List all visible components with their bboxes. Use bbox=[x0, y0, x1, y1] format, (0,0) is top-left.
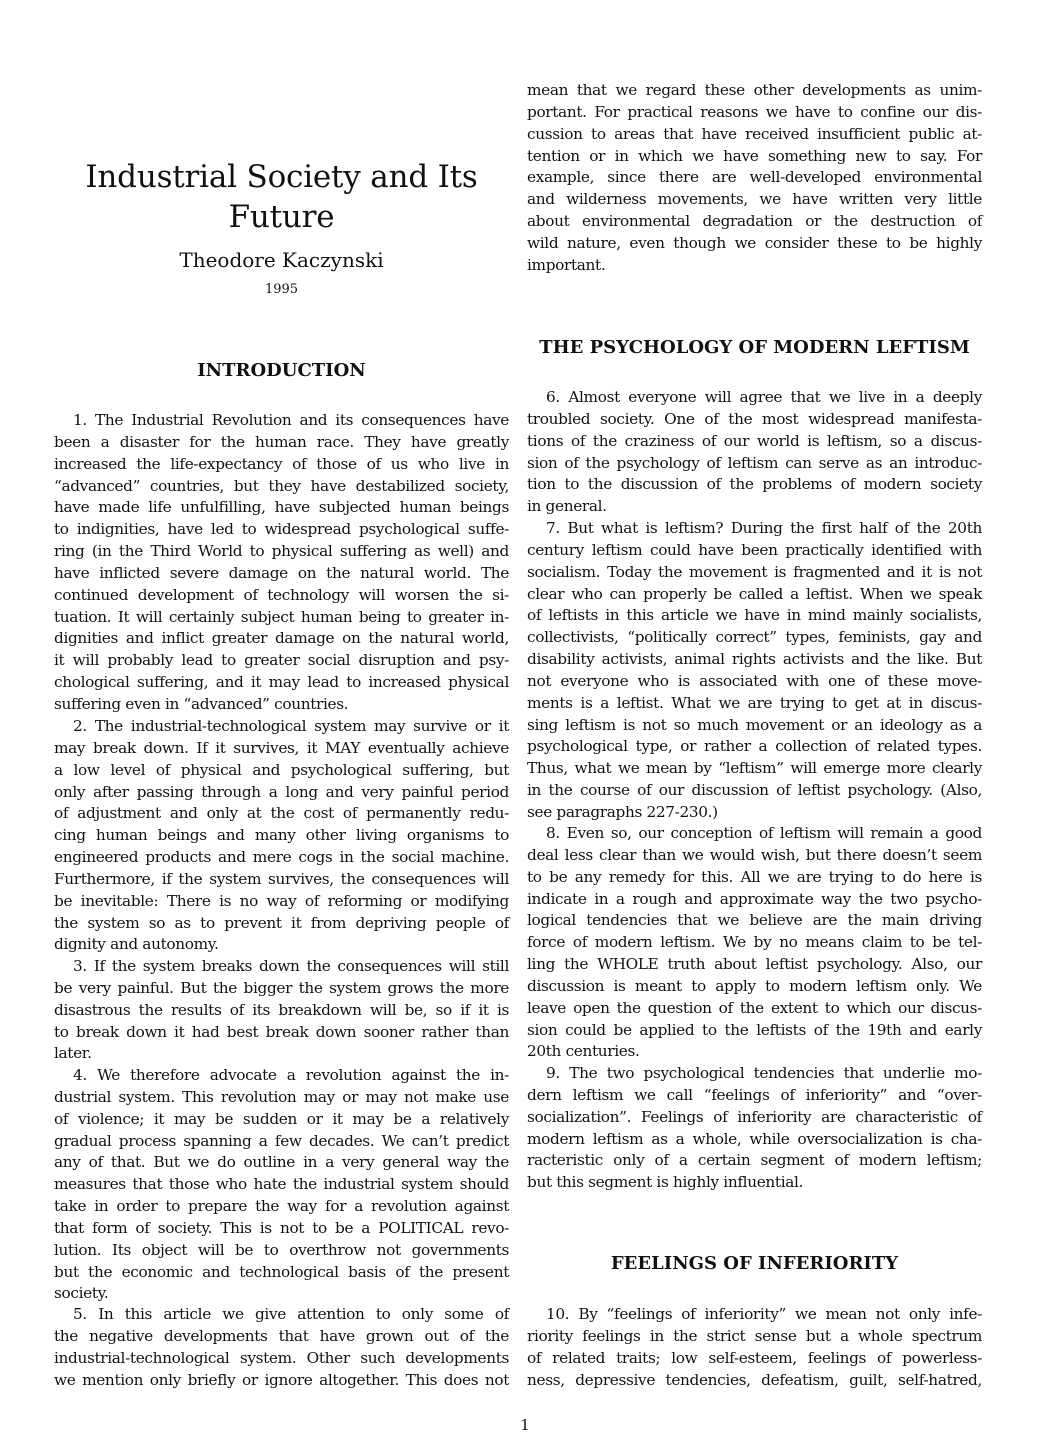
text-line: 8. Even so, our conception of leftism will remain a good bbox=[546, 824, 982, 842]
text-line: to be any remedy for this. All we are trying to do here is bbox=[527, 867, 982, 886]
text-line: tion to the discussion of the problems of modern society bbox=[527, 475, 982, 494]
paragraph-10 bbox=[527, 1304, 982, 1391]
paragraph-9 bbox=[527, 1063, 982, 1194]
paragraph-1 bbox=[54, 410, 509, 716]
text-line: tuation. It will certainly subject human being to greater in- bbox=[54, 607, 509, 626]
text-line: logical tendencies that we believe are the main driving bbox=[527, 911, 982, 930]
text-line: 7. But what is leftism? During the first half of the 20th bbox=[546, 519, 982, 537]
text-line: socialization”. Feelings of inferiority are characteristic of bbox=[527, 1107, 982, 1126]
paragraph-5-part-2 bbox=[527, 80, 982, 277]
text-line: psychological type, or rather a collection of related types. bbox=[527, 737, 982, 756]
text-line: cussion to areas that have received insufficient public at- bbox=[527, 124, 982, 143]
text-line: Furthermore, if the system survives, the consequences will bbox=[54, 869, 509, 888]
text-line: modern leftism as a whole, while oversocialization is cha- bbox=[527, 1129, 982, 1148]
text-line: society. bbox=[54, 1284, 109, 1303]
text-line: gradual process spanning a few decades. We can’t predict bbox=[54, 1131, 509, 1150]
text-line: of related traits; low self-esteem, feelings of powerless- bbox=[527, 1348, 982, 1367]
text-line: “advanced” countries, but they have destabilized society, bbox=[54, 476, 509, 495]
text-line: to break down it had best break down sooner rather than bbox=[54, 1022, 509, 1041]
text-line: continued development of technology will worsen the si- bbox=[54, 585, 509, 604]
text-line: 6. Almost everyone will agree that we live in a deeply bbox=[546, 388, 982, 406]
text-line: take in order to prepare the way for a revolution against bbox=[54, 1197, 509, 1216]
text-line: discussion is meant to apply to modern leftism only. We bbox=[527, 976, 982, 995]
page-number: 1 bbox=[520, 1416, 530, 1434]
text-line: disability activists, animal rights activists and the like. But bbox=[527, 650, 982, 669]
text-line: important. bbox=[527, 255, 606, 274]
paragraph-3 bbox=[54, 956, 509, 1065]
text-line: of leftists in this article we have in mind mainly socialists, bbox=[527, 606, 982, 625]
text-line: deal less clear than we would wish, but there doesn’t seem bbox=[527, 845, 982, 864]
title-block bbox=[54, 157, 509, 299]
text-line: ring (in the Third World to physical suffering as well) and bbox=[54, 542, 509, 561]
text-line: leave open the question of the extent to which our discus- bbox=[527, 998, 982, 1017]
text-line: be very painful. But the bigger the system grows the more bbox=[54, 978, 509, 997]
text-line: collectivists, “politically correct” types, feminists, gay and bbox=[527, 628, 982, 647]
text-line: sion could be applied to the leftists of the 19th and early bbox=[527, 1020, 982, 1039]
text-line: been a disaster for the human race. They have greatly bbox=[54, 432, 509, 451]
text-line: troubled society. One of the most widespread manifesta- bbox=[527, 409, 982, 428]
text-line: socialism. Today the movement is fragmented and it is not bbox=[527, 562, 982, 581]
text-line: 3. If the system breaks down the consequences will still bbox=[73, 957, 509, 975]
text-line: increased the life-expectancy of those of us who live in bbox=[54, 454, 509, 473]
text-line: sing leftism is not so much movement or an ideology as a bbox=[527, 715, 982, 734]
text-line: dignities and inflict greater damage on the natural world, bbox=[54, 629, 509, 648]
text-line: be inevitable: There is no way of reforming or modifying bbox=[54, 891, 509, 910]
text-line: a low level of physical and psychological suffering, but bbox=[54, 760, 509, 779]
text-line: any of that. But we do outline in a very general way the bbox=[54, 1153, 509, 1172]
text-line: see paragraphs 227-230.) bbox=[527, 802, 718, 821]
paragraph-6 bbox=[527, 387, 982, 518]
text-line: we mention only briefly or ignore altogether. This does not bbox=[54, 1370, 509, 1389]
text-line: chological suffering, and it may lead to increased physical bbox=[54, 673, 509, 692]
text-line: and wilderness movements, we have written very little bbox=[527, 190, 982, 209]
text-line: wild nature, even though we consider these to be highly bbox=[527, 233, 982, 252]
text-line: measures that those who hate the industrial system should bbox=[54, 1175, 509, 1194]
text-line: riority feelings in the strict sense but a whole spectrum bbox=[527, 1326, 982, 1345]
text-line: dignity and autonomy. bbox=[54, 935, 219, 954]
text-line: lution. Its object will be to overthrow not governments bbox=[54, 1240, 509, 1259]
text-line: may break down. If it survives, it MAY eventually achieve bbox=[54, 738, 509, 757]
text-line: only after passing through a long and very painful period bbox=[54, 782, 509, 801]
text-line: not everyone who is associated with one of these move- bbox=[527, 671, 982, 690]
paragraph-4 bbox=[54, 1065, 509, 1305]
text-line: 20th centuries. bbox=[527, 1042, 640, 1061]
text-line: but the economic and technological basis of the present bbox=[54, 1262, 509, 1281]
text-line: century leftism could have been practically identified with bbox=[527, 540, 982, 559]
section-heading-psychology-of-modern-leftism: THE PSYCHOLOGY OF MODERN LEFTISM bbox=[539, 337, 970, 358]
text-line: to indignities, have led to widespread psychological suffe- bbox=[54, 520, 509, 539]
text-line: 2. The industrial-technological system may survive or it bbox=[73, 717, 509, 735]
text-line: tention or in which we have something new to say. For bbox=[527, 146, 982, 165]
text-line: the negative developments that have grown out of the bbox=[54, 1326, 509, 1345]
text-line: mean that we regard these other developments as unim- bbox=[527, 81, 982, 99]
text-line: sion of the psychology of leftism can serve as an introduc- bbox=[527, 453, 982, 472]
text-line: example, since there are well-developed environmental bbox=[527, 168, 982, 187]
paragraph-8 bbox=[527, 823, 982, 1063]
text-line: the system so as to prevent it from depriving people of bbox=[54, 913, 509, 932]
text-line: 4. We therefore advocate a revolution against the in- bbox=[73, 1066, 509, 1084]
text-line: industrial-technological system. Other such developments bbox=[54, 1348, 509, 1367]
document-author: Theodore Kaczynski bbox=[179, 248, 384, 272]
text-line: Thus, what we mean by “leftism” will emerge more clearly bbox=[527, 759, 982, 778]
text-line: have made life unfulfilling, have subjected human beings bbox=[54, 498, 509, 517]
text-line: disastrous the results of its breakdown will be, so if it is bbox=[54, 1000, 509, 1019]
text-line: ling the WHOLE truth about leftist psychology. Also, our bbox=[527, 955, 982, 974]
paragraph-7 bbox=[527, 518, 982, 824]
text-line: portant. For practical reasons we have to confine our dis- bbox=[527, 102, 982, 121]
text-line: racteristic only of a certain segment of modern leftism; bbox=[527, 1151, 982, 1170]
text-line: about environmental degradation or the destruction of bbox=[527, 212, 982, 231]
paragraph-2 bbox=[54, 716, 509, 956]
text-line: of violence; it may be sudden or it may be a relatively bbox=[54, 1109, 509, 1128]
text-line: in the course of our discussion of leftist psychology. (Also, bbox=[527, 781, 982, 800]
section-heading-introduction: INTRODUCTION bbox=[197, 360, 366, 381]
text-line: ness, depressive tendencies, defeatism, guilt, self-hatred, bbox=[527, 1370, 982, 1389]
text-line: 5. In this article we give attention to only some of bbox=[73, 1305, 509, 1323]
text-line: of adjustment and only at the cost of permanently redu- bbox=[54, 804, 509, 823]
text-line: indicate in a rough and approximate way the two psycho- bbox=[527, 889, 982, 908]
text-line: suffering even in “advanced” countries. bbox=[54, 694, 349, 713]
text-line: dustrial system. This revolution may or may not make use bbox=[54, 1087, 509, 1106]
text-line: in general. bbox=[527, 497, 607, 516]
text-line: it will probably lead to greater social disruption and psy- bbox=[54, 651, 509, 670]
text-line: engineered products and mere cogs in the social machine. bbox=[54, 848, 509, 867]
document-year: 1995 bbox=[264, 282, 299, 297]
text-line: cing human beings and many other living organisms to bbox=[54, 826, 509, 845]
section-heading-feelings-of-inferiority: FEELINGS OF INFERIORITY bbox=[610, 1253, 899, 1274]
text-line: clear who can properly be called a leftist. When we speak bbox=[527, 584, 982, 603]
text-line: tions of the craziness of our world is leftism, so a discus- bbox=[527, 431, 982, 450]
text-line: force of modern leftism. We by no means claim to be tel- bbox=[527, 933, 982, 952]
text-line: 1. The Industrial Revolution and its consequences have bbox=[73, 411, 509, 429]
text-line: dern leftism we call “feelings of inferiority” and “over- bbox=[527, 1085, 982, 1104]
text-line: have inflicted severe damage on the natural world. The bbox=[54, 563, 509, 582]
text-line: 10. By “feelings of inferiority” we mean not only infe- bbox=[546, 1305, 982, 1323]
document-title: Industrial Society and Its Future bbox=[85, 159, 478, 235]
text-line: that form of society. This is not to be a POLITICAL revo- bbox=[54, 1218, 509, 1237]
text-line: later. bbox=[54, 1044, 92, 1063]
paragraph-5-part-1 bbox=[54, 1304, 509, 1391]
text-line: but this segment is highly influential. bbox=[527, 1173, 804, 1192]
text-line: ments is a leftist. What we are trying to get at in discus- bbox=[527, 693, 982, 712]
text-line: 9. The two psychological tendencies that underlie mo- bbox=[546, 1064, 982, 1082]
